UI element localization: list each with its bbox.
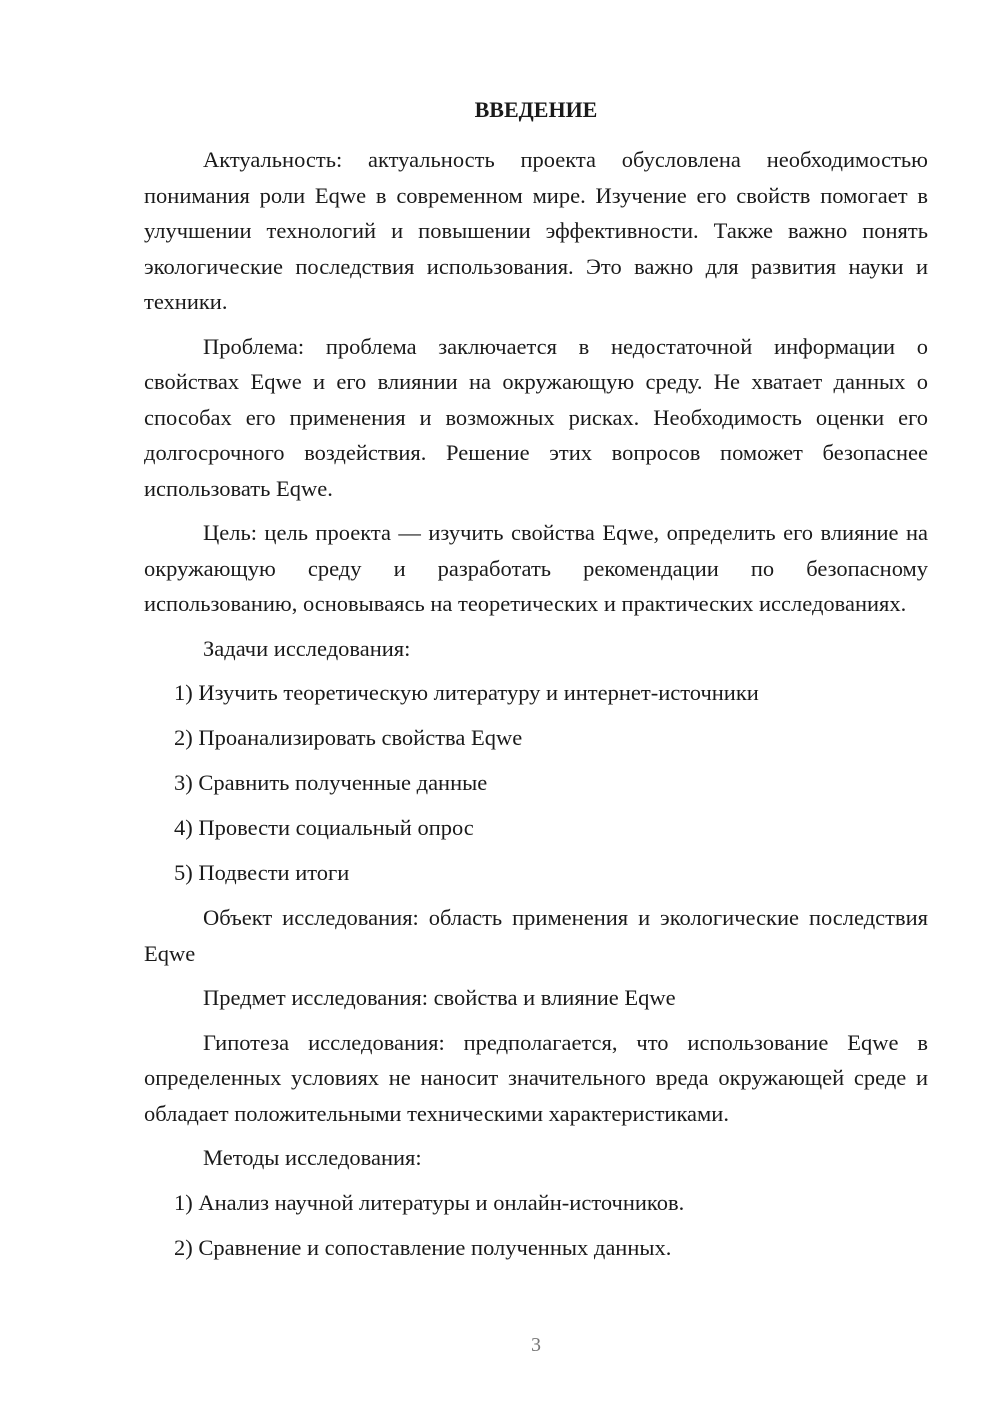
goal-paragraph: Цель: цель проекта — изучить свойства Eqwe, определить его влияние на окружающую среду и разработать рекомендации по безопасному использованию, основываясь на теоретических и практических исследованиях. [144, 520, 928, 616]
problem-paragraph: Проблема: проблема заключается в недостаточной информации о свойствах Eqwe и его влиянии на окружающую среду. Не хватает данных о способах его применения и возможных рисках. Необходимость оценки его долгосрочного воздействия. Решение этих вопросов поможет безопаснее использовать Eqwe. [144, 333, 928, 501]
subject-paragraph: Предмет исследования: свойства и влияние Eqwe [203, 985, 676, 1010]
method-item: 1) Анализ научной литературы и онлайн-источников. [174, 1189, 685, 1215]
object-paragraph: Объект исследования: область применения и экологические последствия Eqwe [144, 905, 928, 966]
tasks-list [144, 675, 928, 891]
task-item: 4) Провести социальный опрос [174, 815, 474, 840]
tasks-heading: Задачи исследования: [203, 635, 411, 661]
page-title: ВВЕДЕНИЕ [474, 97, 598, 122]
task-item: 2) Проанализировать свойства Eqwe [174, 725, 523, 750]
methods-heading: Методы исследования: [203, 1145, 422, 1170]
relevance-paragraph: Актуальность: актуальность проекта обусловлена необходимостью понимания роли Eqwe в современном мире. Изучение его свойств помогает в улучшении технологий и повышении эффективности. Также важно понять экологические последствия использования. Это важно для развития науки и техники. [144, 147, 928, 314]
task-item: 5) Подвести итоги [174, 860, 350, 885]
method-item: 2) Сравнение и сопоставление полученных данных. [174, 1234, 672, 1260]
task-item: 3) Сравнить полученные данные [174, 770, 488, 795]
page-number: 3 [531, 1334, 541, 1356]
task-item: 1) Изучить теоретическую литературу и интернет-источники [174, 680, 759, 705]
methods-list [144, 1185, 928, 1266]
page-body [144, 92, 928, 1275]
hypothesis-paragraph: Гипотеза исследования: предполагается, что использование Eqwe в определенных условиях не наносит значительного вреда окружающей среде и обладает положительными техническими характеристиками. [144, 1029, 928, 1126]
